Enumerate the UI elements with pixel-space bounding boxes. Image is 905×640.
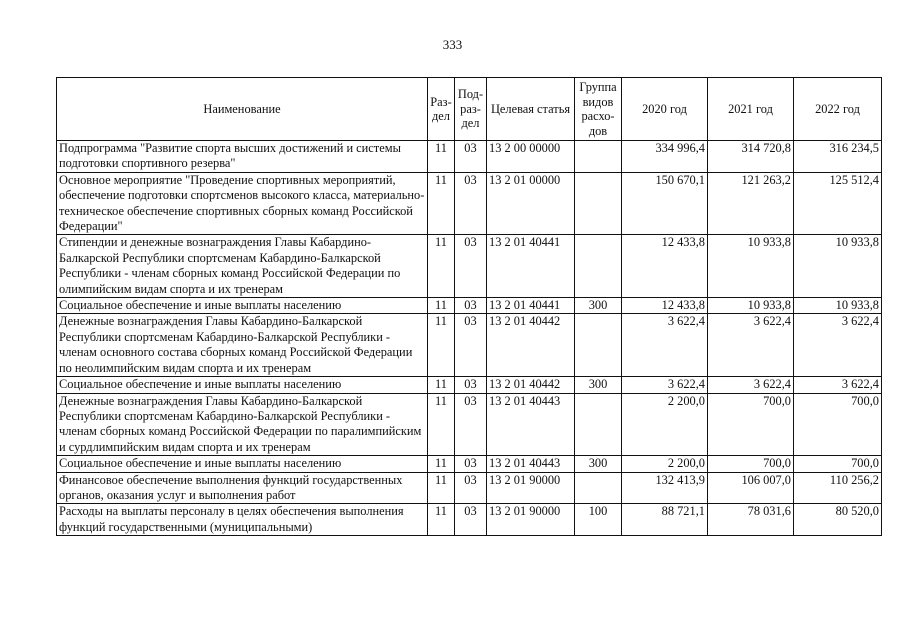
cell-subsection: 03 [455, 504, 487, 536]
cell-2022: 110 256,2 [794, 472, 882, 504]
cell-section: 11 [428, 472, 455, 504]
cell-2021: 78 031,6 [708, 504, 794, 536]
cell-group: 300 [575, 377, 622, 393]
cell-section: 11 [428, 298, 455, 314]
cell-2022: 3 622,4 [794, 314, 882, 377]
cell-group: 300 [575, 298, 622, 314]
cell-subsection: 03 [455, 235, 487, 298]
cell-group [575, 141, 622, 173]
cell-target: 13 2 01 90000 [487, 472, 575, 504]
cell-2022: 316 234,5 [794, 141, 882, 173]
cell-2020: 88 721,1 [622, 504, 708, 536]
cell-subsection: 03 [455, 141, 487, 173]
cell-section: 11 [428, 504, 455, 536]
header-group: Группа видов расхо-дов [575, 78, 622, 141]
cell-section: 11 [428, 235, 455, 298]
table-body [57, 141, 882, 536]
cell-target: 13 2 01 40442 [487, 377, 575, 393]
cell-group: 300 [575, 456, 622, 472]
cell-2022: 700,0 [794, 456, 882, 472]
header-target: Целевая статья [487, 78, 575, 141]
cell-group: 100 [575, 504, 622, 536]
table-row [57, 141, 882, 173]
cell-2020: 132 413,9 [622, 472, 708, 504]
header-section: Раз-дел [428, 78, 455, 141]
cell-name: Социальное обеспечение и иные выплаты населению [57, 456, 428, 472]
table-row [57, 172, 882, 235]
cell-subsection: 03 [455, 172, 487, 235]
cell-2022: 80 520,0 [794, 504, 882, 536]
cell-target: 13 2 01 40443 [487, 456, 575, 472]
cell-target: 13 2 01 40442 [487, 314, 575, 377]
table-row [57, 393, 882, 456]
cell-name: Финансовое обеспечение выполнения функций государственных органов, оказания услуг и выполнения работ [57, 472, 428, 504]
table-row [57, 504, 882, 536]
cell-group [575, 393, 622, 456]
cell-2020: 2 200,0 [622, 456, 708, 472]
cell-2022: 10 933,8 [794, 235, 882, 298]
cell-2021: 121 263,2 [708, 172, 794, 235]
cell-target: 13 2 01 00000 [487, 172, 575, 235]
cell-subsection: 03 [455, 298, 487, 314]
cell-2022: 3 622,4 [794, 377, 882, 393]
cell-2021: 10 933,8 [708, 235, 794, 298]
cell-name: Подпрограмма "Развитие спорта высших достижений и системы подготовки спортивного резерва" [57, 141, 428, 173]
cell-name: Денежные вознаграждения Главы Кабардино-Балкарской Республики спортсменам Кабардино-Балкарской Республики - членам основного состава сборных команд Российской Федерации по неолимпийским видам спорта и их тренерам [57, 314, 428, 377]
cell-section: 11 [428, 141, 455, 173]
cell-2020: 334 996,4 [622, 141, 708, 173]
cell-group [575, 235, 622, 298]
cell-2020: 3 622,4 [622, 314, 708, 377]
cell-subsection: 03 [455, 377, 487, 393]
cell-target: 13 2 01 40443 [487, 393, 575, 456]
cell-section: 11 [428, 393, 455, 456]
cell-2021: 314 720,8 [708, 141, 794, 173]
cell-2022: 10 933,8 [794, 298, 882, 314]
header-subsection: Под-раз-дел [455, 78, 487, 141]
cell-section: 11 [428, 172, 455, 235]
cell-2022: 125 512,4 [794, 172, 882, 235]
table-row [57, 298, 882, 314]
cell-subsection: 03 [455, 393, 487, 456]
cell-2022: 700,0 [794, 393, 882, 456]
cell-name: Основное мероприятие "Проведение спортивных мероприятий, обеспечение подготовки спортсменов высокого класса, материально-техническое обеспечение спортивных сборных команд Российской Федерации" [57, 172, 428, 235]
table-row [57, 377, 882, 393]
table-row [57, 235, 882, 298]
cell-group [575, 172, 622, 235]
cell-2021: 700,0 [708, 393, 794, 456]
cell-subsection: 03 [455, 314, 487, 377]
cell-2021: 106 007,0 [708, 472, 794, 504]
header-2020: 2020 год [622, 78, 708, 141]
cell-2020: 12 433,8 [622, 298, 708, 314]
cell-section: 11 [428, 456, 455, 472]
cell-group [575, 472, 622, 504]
cell-target: 13 2 01 90000 [487, 504, 575, 536]
cell-2021: 3 622,4 [708, 314, 794, 377]
cell-2021: 3 622,4 [708, 377, 794, 393]
header-name: Наименование [57, 78, 428, 141]
cell-target: 13 2 01 40441 [487, 298, 575, 314]
cell-name: Социальное обеспечение и иные выплаты населению [57, 298, 428, 314]
table-row [57, 472, 882, 504]
cell-2020: 2 200,0 [622, 393, 708, 456]
cell-target: 13 2 00 00000 [487, 141, 575, 173]
cell-2021: 10 933,8 [708, 298, 794, 314]
cell-section: 11 [428, 314, 455, 377]
header-2022: 2022 год [794, 78, 882, 141]
header-2021: 2021 год [708, 78, 794, 141]
table-row [57, 314, 882, 377]
cell-2020: 150 670,1 [622, 172, 708, 235]
page-number: 333 [442, 37, 463, 52]
cell-name: Денежные вознаграждения Главы Кабардино-Балкарской Республики спортсменам Кабардино-Балкарской Республики - членам сборных команд Российской Федерации по паралимпийским и сурдлимпийским видам спорта и их тренерам [57, 393, 428, 456]
cell-section: 11 [428, 377, 455, 393]
table-header-row [57, 78, 882, 141]
cell-name: Расходы на выплаты персоналу в целях обеспечения выполнения функций государственными (муниципальными) [57, 504, 428, 536]
cell-2020: 12 433,8 [622, 235, 708, 298]
cell-subsection: 03 [455, 472, 487, 504]
cell-subsection: 03 [455, 456, 487, 472]
cell-2021: 700,0 [708, 456, 794, 472]
cell-2020: 3 622,4 [622, 377, 708, 393]
cell-target: 13 2 01 40441 [487, 235, 575, 298]
cell-group [575, 314, 622, 377]
cell-name: Социальное обеспечение и иные выплаты населению [57, 377, 428, 393]
table-row [57, 456, 882, 472]
cell-name: Стипендии и денежные вознаграждения Главы Кабардино-Балкарской Республики спортсменам Кабардино-Балкарской Республики - членам сборных команд Российской Федерации по олимпийским видам спорта и их тренерам [57, 235, 428, 298]
budget-table [56, 77, 882, 536]
